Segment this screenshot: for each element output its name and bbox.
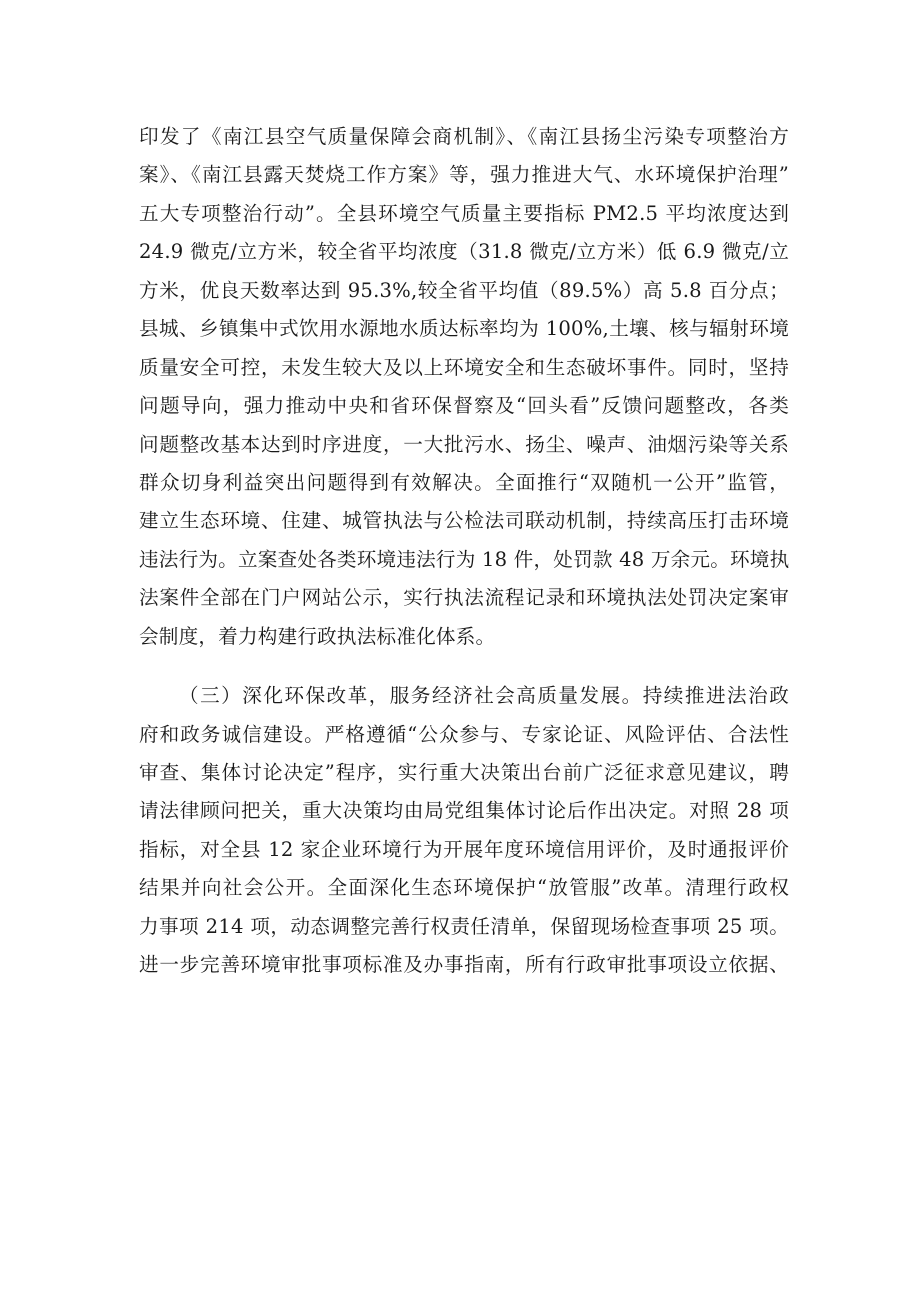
text-line: 审查、集体讨论决定”程序，实行重大决策出台前广泛征求意见建议，聘 (139, 761, 789, 784)
text-line: 会制度，着力构建行政执法标准化体系。 (139, 624, 496, 648)
text-line: 印发了《南江县空气质量保障会商机制》、《南江县扬尘污染专项整治方 (139, 125, 789, 148)
text-line: 案》、《南江县露天焚烧工作方案》等，强力推进大气、水环境保护治理” (139, 163, 789, 187)
text-line: 问题整改基本达到时序进度，一大批污水、扬尘、噪声、油烟污染等关系 (139, 432, 789, 456)
text-line: 府和政务诚信建设。严格遵循“公众参与、专家论证、风险评估、合法性 (139, 722, 789, 746)
text-line: 群众切身利益突出问题得到有效解决。全面推行“双随机一公开”监管， (139, 470, 789, 494)
text-line: 请法律顾问把关，重大决策均由局党组集体讨论后作出决定。对照 28 项 (139, 799, 789, 823)
paragraph-environmental-reform (139, 677, 789, 985)
text-line: 方米，优良天数率达到 95.3%,较全省平均值（89.5%）高 5.8 百分点； (139, 278, 789, 302)
text-line: 问题导向，强力推动中央和省环保督察及“回头看”反馈问题整改，各类 (139, 394, 789, 418)
paragraph-gap (139, 656, 789, 677)
text-line: 五大专项整治行动”。全县环境空气质量主要指标 PM2.5 平均浓度达到 (139, 201, 789, 225)
text-line: 力事项 214 项，动态调整完善行权责任清单，保留现场检查事项 25 项。 (139, 914, 789, 938)
text-line: 进一步完善环境审批事项标准及办事指南，所有行政审批事项设立依据、 (139, 953, 789, 977)
text-line: 法案件全部在门户网站公示，实行执法流程记录和环境执法处罚决定案审 (139, 586, 789, 610)
text-line: 违法行为。立案查处各类环境违法行为 18 件，处罚款 48 万余元。环境执 (139, 547, 790, 571)
text-line: 结果并向社会公开。全面深化生态环境保护“放管服”改革。清理行政权 (139, 876, 789, 900)
text-line: 24.9 微克/立方米，较全省平均浓度（31.8 微克/立方米）低 6.9 微克/立 (139, 240, 789, 264)
document-body (139, 118, 789, 985)
text-line: 质量安全可控，未发生较大及以上环境安全和生态破坏事件。同时，坚持 (139, 355, 789, 379)
text-line: （三）深化环保改革，服务经济社会高质量发展。持续推进法治政 (179, 684, 789, 708)
text-line: 建立生态环境、住建、城管执法与公检法司联动机制，持续高压打击环境 (139, 509, 789, 533)
text-line: 县城、乡镇集中式饮用水源地水质达标率均为 100%,土壤、核与辐射环境 (139, 317, 789, 341)
text-line: 指标，对全县 12 家企业环境行为开展年度环境信用评价，及时通报评价 (139, 837, 789, 861)
paragraph-environmental-governance (139, 118, 789, 656)
